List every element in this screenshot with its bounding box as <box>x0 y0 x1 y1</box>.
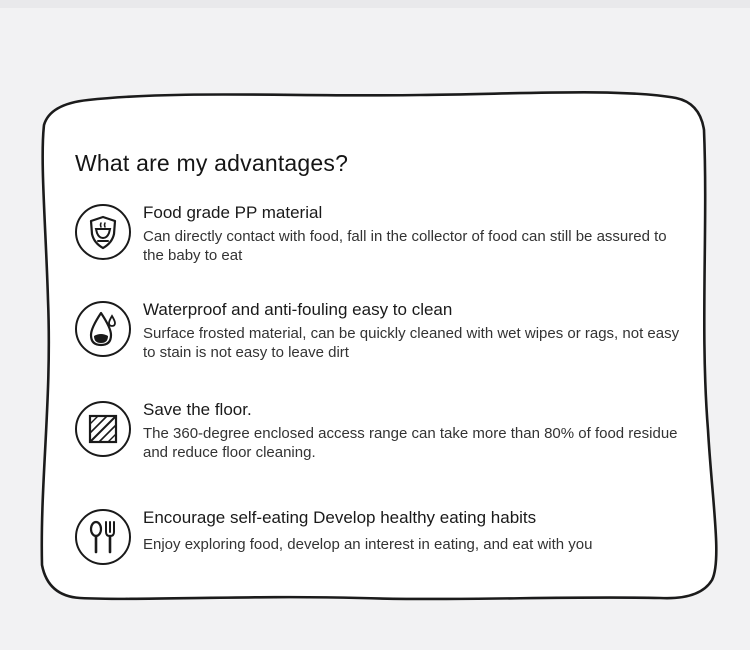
feature-title: Encourage self-eating Develop healthy eating habits <box>143 508 537 527</box>
water-drop-icon <box>74 300 132 358</box>
feature-description: Enjoy exploring food, develop an interest in eating, and eat with you <box>143 536 593 553</box>
feature-title: Save the floor. <box>143 400 252 419</box>
feature-title: Waterproof and anti-fouling easy to clean <box>143 300 453 319</box>
feature-item-save-floor <box>74 400 694 464</box>
feature-item-waterproof <box>74 300 694 364</box>
feature-description: Can directly contact with food, fall in the collector of food can still be assured to the baby to eat <box>143 228 667 264</box>
feature-item-food-grade <box>74 203 694 267</box>
section-heading: What are my advantages? <box>75 150 349 176</box>
feature-description: Surface frosted material, can be quickly cleaned with wet wipes or rags, not easy to stain is not easy to leave dirt <box>143 325 680 361</box>
feature-description: The 360-degree enclosed access range can take more than 80% of food residue and reduce floor cleaning. <box>143 425 678 461</box>
spoon-fork-icon <box>74 508 132 566</box>
shield-cup-icon <box>74 203 132 261</box>
floor-tile-icon <box>74 400 132 458</box>
feature-item-self-eating <box>74 508 694 572</box>
feature-title: Food grade PP material <box>143 203 323 222</box>
